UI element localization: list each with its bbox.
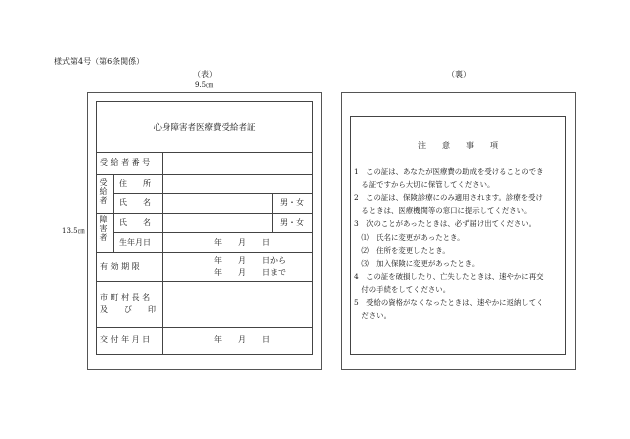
front-form-table xyxy=(96,101,313,355)
front-side-label: （表） xyxy=(193,70,217,79)
divider xyxy=(113,193,313,194)
validity-from: 年 月 日から xyxy=(214,256,286,265)
divider xyxy=(96,152,313,153)
name-label: 氏 名 xyxy=(119,198,151,207)
note-line: 1 この証は、あなたが医療費の助成を受けることのでき xyxy=(354,167,544,176)
note-line: 3 次のことがあったときは、必ず届け出てください。 xyxy=(354,219,537,229)
divider xyxy=(272,213,273,232)
mayor-seal-label: 及 び 印 xyxy=(100,305,156,314)
back-side-label: （裏） xyxy=(447,70,471,79)
birth-date-placeholder: 年 月 日 xyxy=(214,238,270,247)
validity-label: 有 効 期 限 xyxy=(100,262,140,271)
note-line: る証ですから大切に保管してください。 xyxy=(354,180,495,190)
height-dimension-label: 13.5㎝ xyxy=(62,227,85,235)
certificate-title: 心身障害者医療費受給者証 xyxy=(153,123,256,133)
divider xyxy=(113,232,313,233)
disabled-name-label: 氏 名 xyxy=(119,218,151,227)
note-line: ださい。 xyxy=(354,311,391,321)
divider xyxy=(162,152,163,355)
divider xyxy=(113,174,114,252)
birth-date-label: 生年月日 xyxy=(119,238,151,247)
address-label: 住 所 xyxy=(119,179,151,188)
divider xyxy=(272,193,273,213)
note-line: 4 この証を破損したり、亡失したときは、速やかに再交 xyxy=(354,271,544,281)
issue-date-placeholder: 年 月 日 xyxy=(214,335,270,344)
note-line: るときは、医療機関等の窓口に提示してください。 xyxy=(354,206,532,216)
disabled-gender-label: 男・女 xyxy=(280,218,304,227)
issue-date-label: 交 付 年 月 日 xyxy=(100,335,151,344)
recipient-group-label: 受給者 xyxy=(99,178,108,205)
note-line: 付の手続をしてください。 xyxy=(354,284,451,294)
note-line: ⑴ 氏名に変更があったとき。 xyxy=(354,232,465,242)
notes-heading: 注 意 事 項 xyxy=(418,141,498,150)
divider xyxy=(96,174,313,175)
gender-label: 男・女 xyxy=(280,198,304,207)
width-dimension-label: 9.5㎝ xyxy=(195,81,214,89)
note-line: ⑶ 加入保険に変更があったとき。 xyxy=(354,258,480,268)
mayor-name-label: 市 町 村 長 名 xyxy=(100,293,151,302)
divider xyxy=(96,252,313,253)
note-line: 5 受給の資格がなくなったときは、速やかに返納してく xyxy=(354,298,544,307)
recipient-number-label: 受 給 者 番 号 xyxy=(100,158,151,167)
divider xyxy=(96,213,313,214)
divider xyxy=(96,281,313,282)
disabled-person-group-label: 障害者 xyxy=(99,215,108,242)
divider xyxy=(96,327,313,328)
note-line: ⑵ 住所を変更したとき。 xyxy=(354,245,450,255)
note-line: 2 この証は、保険診療にのみ適用されます。診療を受け xyxy=(354,193,543,203)
form-reference: 様式第4号（第6条関係） xyxy=(54,57,145,66)
validity-to: 年 月 日まで xyxy=(214,268,286,277)
